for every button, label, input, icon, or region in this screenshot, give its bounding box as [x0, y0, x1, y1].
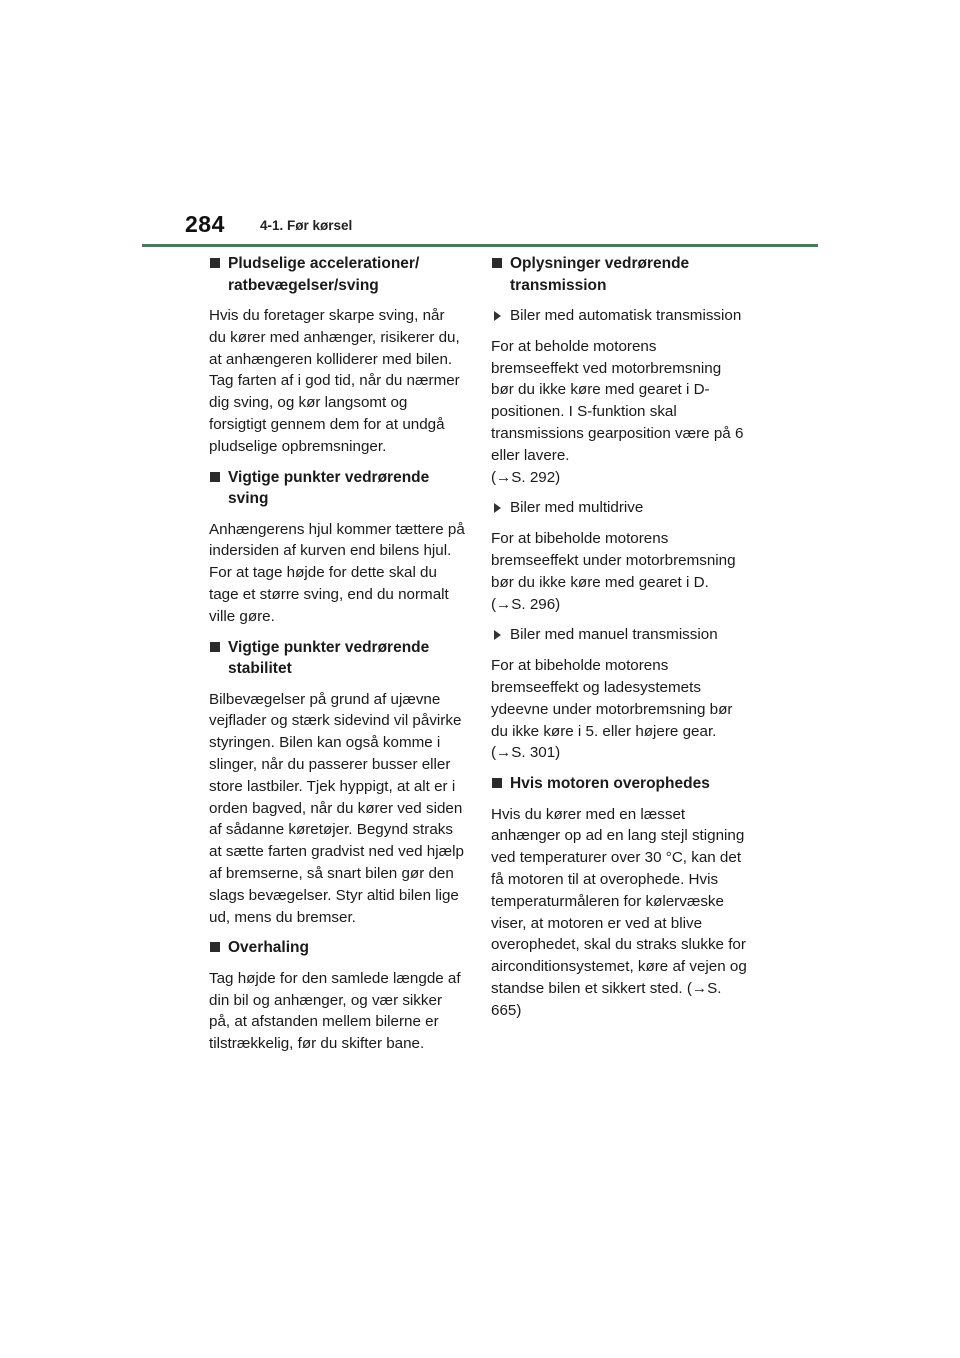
sub-item-label	[491, 624, 747, 646]
page-reference-link[interactable]: (→S. 296)	[491, 595, 561, 613]
paragraph-text: For at bibeholde motorens bremseeffekt og ladesystemets ydeevne under motorbremsning bør du ikke køre i 5. eller højere gear.	[491, 657, 733, 740]
square-bullet-icon	[210, 942, 220, 952]
heading-text: Hvis motoren overophedes	[510, 775, 710, 793]
page-reference-link[interactable]: (→S. 292)	[491, 468, 561, 486]
heading-text: Pludselige accelerationer/ ratbevægelser/sving	[228, 255, 420, 294]
body-paragraph: Hvis du kører med en læsset anhænger op ad en lang stejl stigning ved temperaturer over 30 °C, kan det få motoren til at overophede. Hvis temperaturmåleren for kølervæske viser, at motoren er ved at blive overophedet, skal du straks slukke for airconditionsystemet, køre af vejen og standse bilen et sikkert sted. (→S. 665)	[491, 805, 747, 1019]
section-heading	[209, 637, 465, 680]
triangle-bullet-icon	[494, 630, 501, 640]
body-paragraph: Tag højde for den samlede længde af din bil og anhænger, og vær sikker på, at afstanden mellem bilerne er tilstrækkelig, før du skifter bane.	[209, 969, 461, 1053]
square-bullet-icon	[492, 778, 502, 788]
body-paragraph	[491, 336, 747, 489]
paragraph-text: For at bibeholde motorens bremseeffekt under motorbremsning bør du ikke køre med gearet i D.	[491, 530, 736, 591]
header-divider	[142, 244, 818, 247]
body-paragraph: Anhængerens hjul kommer tættere på indersiden af kurven end bilens hjul. For at tage højde for dette skal du tage et større sving, end du normalt ville gøre.	[209, 520, 465, 625]
page-reference-link[interactable]: (→S. 301)	[491, 744, 561, 762]
section-heading	[209, 253, 465, 296]
sub-item-label	[491, 497, 747, 519]
section-title: 4-1. Før kørsel	[260, 218, 353, 233]
triangle-bullet-icon	[494, 503, 501, 513]
paragraph-text: For at beholde motorens bremseeffekt ved motorbremsning bør du ikke køre med gearet i D-positionen. I S-funktion skal transmissions gearposition være på 6 eller lavere.	[491, 337, 744, 464]
heading-text: Oplysninger vedrørende transmission	[510, 255, 690, 294]
right-column	[491, 253, 747, 1031]
sub-item-label	[491, 305, 747, 327]
body-paragraph: Hvis du foretager skarpe sving, når du kører med anhænger, risikerer du, at anhængeren kolliderer med bilen. Tag farten af i god tid, når du nærmer dig sving, og kør langsomt og forsigtigt gennem dem for at undgå pludselige opbremsninger.	[209, 307, 460, 455]
body-paragraph	[491, 528, 747, 615]
page-number: 284	[185, 211, 225, 237]
square-bullet-icon	[210, 258, 220, 268]
section-heading	[209, 937, 465, 959]
heading-text: Overhaling	[228, 939, 309, 957]
square-bullet-icon	[210, 642, 220, 652]
body-paragraph: Bilbevægelser på grund af ujævne vejflader og stærk sidevind vil påvirke styringen. Bilen kan også komme i slinger, når du passerer busser eller store lastbiler. Tjek hyppigt, at alt er i orden bagved, når du kører ved siden af sådanne køretøjer. Begynd straks at sætte farten gradvist ned ved hjælp af bremserne, så snart bilen gør den slags bevægelser. Styr altid bilen lige ud, mens du bremser.	[209, 690, 464, 926]
left-column	[209, 253, 465, 1064]
body-paragraph	[491, 655, 747, 764]
square-bullet-icon	[210, 472, 220, 482]
section-heading	[209, 467, 465, 510]
section-heading	[491, 773, 747, 795]
sub-item-text: Biler med automatisk transmission	[510, 307, 742, 324]
square-bullet-icon	[492, 258, 502, 268]
heading-text: Vigtige punkter vedrørende stabilitet	[228, 638, 430, 678]
heading-text: Vigtige punkter vedrørende sving	[228, 468, 430, 508]
sub-item-text: Biler med manuel transmission	[510, 626, 718, 644]
section-heading	[491, 253, 747, 296]
sub-item-text: Biler med multidrive	[510, 499, 644, 517]
triangle-bullet-icon	[494, 311, 501, 321]
